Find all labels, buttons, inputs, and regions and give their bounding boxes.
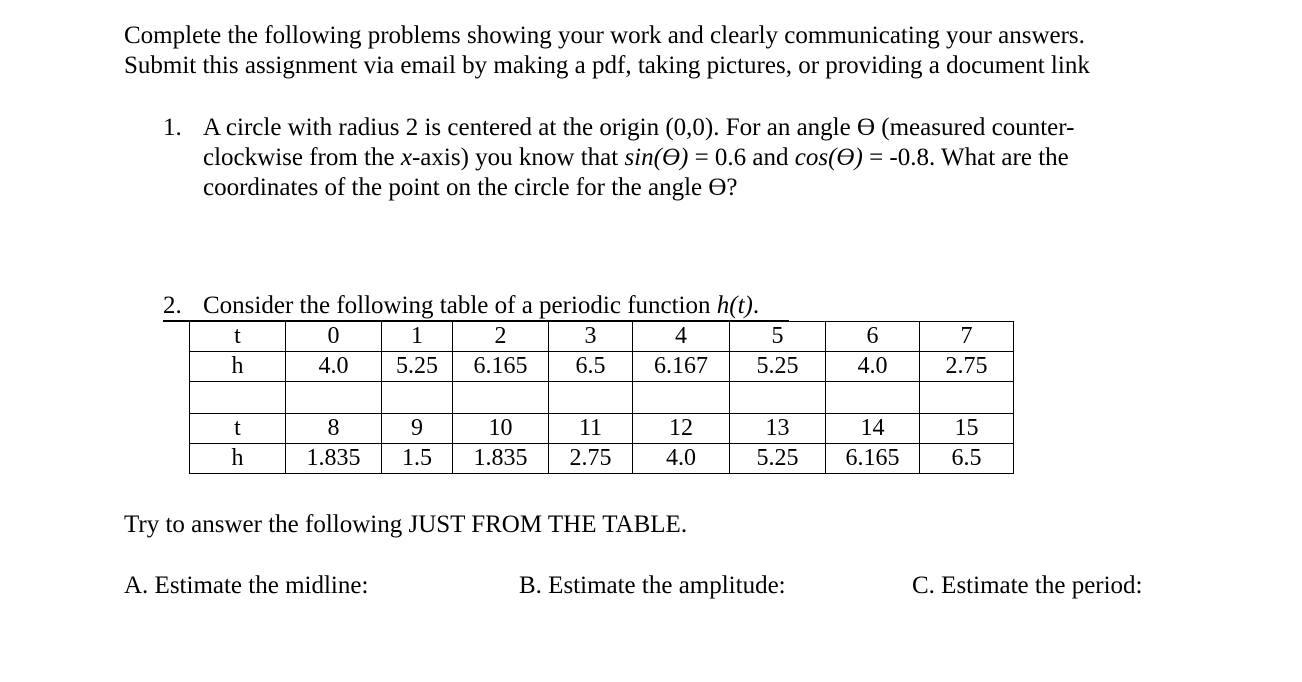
table-cell: 14 [826,414,920,444]
problem-1-sin-value: = 0.6 and [688,144,795,171]
table-cell [549,382,633,414]
table-cell: 3 [549,322,633,352]
problem-1-line-3: coordinates of the point on the circle for the angle ϴ? [203,174,738,201]
problem-2-number: 2. [163,292,182,319]
table-cell: 7 [920,322,1014,352]
problem-1-line-2-pre: clockwise from the [203,144,401,171]
table-cell [730,382,826,414]
table-cell: 6.167 [633,352,730,382]
part-b-amplitude: B. Estimate the amplitude: [519,572,786,599]
table-cell: 4.0 [826,352,920,382]
table-cell: 1 [382,322,453,352]
part-a-midline: A. Estimate the midline: [124,572,369,599]
table-cell: 8 [286,414,382,444]
part-c-period: C. Estimate the period: [912,572,1143,599]
table-cell: 5.25 [730,352,826,382]
table-cell: 10 [453,414,549,444]
table-cell: 4.0 [633,444,730,474]
table-cell: 11 [549,414,633,444]
table-cell [190,382,286,414]
intro-line-2: Submit this assignment via email by making a pdf, taking pictures, or providing a document link [124,52,1090,79]
table-cell [382,382,453,414]
problem-2-function: h(t) [716,292,753,319]
table-cell [453,382,549,414]
problem-2-text-post: . [752,292,760,319]
table-cell: 6.165 [826,444,920,474]
problem-2-text [203,293,759,318]
table-row [190,382,1014,414]
problem-1-sin: sin(ϴ) [624,144,689,171]
table-cell: t [190,322,286,352]
problem-1-cos: cos(ϴ) [794,144,863,171]
table-cell: h [190,352,286,382]
table-cell [286,382,382,414]
table-cell: 15 [920,414,1014,444]
problem-1-number: 1. [163,114,182,141]
problem-1-line-1: A circle with radius 2 is centered at the origin (0,0). For an angle ϴ (measured counter- [203,114,1075,141]
table-cell: 1.835 [453,444,549,474]
table-row [190,352,1014,382]
table-cell: 5.25 [382,352,453,382]
problem-1-x-var: x [400,144,412,171]
table-cell: 2.75 [549,444,633,474]
table-cell: 9 [382,414,453,444]
problem-1-line-2 [203,145,1069,170]
problem-1-cos-value: = -0.8. What are the [862,144,1069,171]
table-cell: 1.5 [382,444,453,474]
table-cell: t [190,414,286,444]
table-cell: 2 [453,322,549,352]
table-cell: h [190,444,286,474]
table-cell: 6.5 [549,352,633,382]
table-cell: 4 [633,322,730,352]
intro-line-1: Complete the following problems showing your work and clearly communicating your answers. [124,22,1085,49]
table-cell: 5 [730,322,826,352]
table-cell: 6.5 [920,444,1014,474]
table-cell: 4.0 [286,352,382,382]
table-cell [920,382,1014,414]
table-cell: 12 [633,414,730,444]
table-cell: 0 [286,322,382,352]
table-row [190,322,1014,352]
table-instruction: Try to answer the following JUST FROM THE TABLE. [124,511,688,538]
problem-1-axis-text: -axis) you know that [411,144,625,171]
table-cell: 1.835 [286,444,382,474]
table-cell: 6.165 [453,352,549,382]
table-cell: 13 [730,414,826,444]
periodic-function-table [189,321,1014,474]
table-row [190,444,1014,474]
table-cell: 2.75 [920,352,1014,382]
problem-2-text-pre: Consider the following table of a periodic function [203,292,717,319]
table-row [190,414,1014,444]
table-cell: 6 [826,322,920,352]
table-cell [826,382,920,414]
table-cell [633,382,730,414]
table-cell: 5.25 [730,444,826,474]
